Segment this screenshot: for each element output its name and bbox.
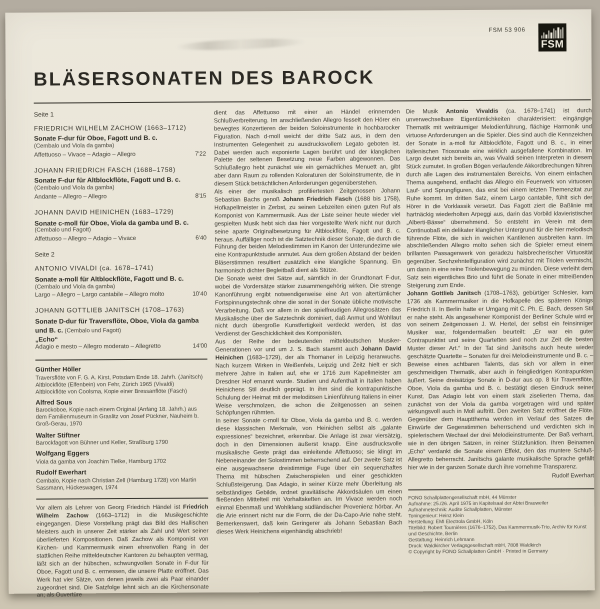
track-entry-zachow (34, 124, 206, 160)
credits-line: FONO Schallplattengesellschaft mbH, 44 Münster (408, 495, 517, 501)
equalizer-bars-icon (541, 27, 564, 38)
performers-section (35, 366, 208, 492)
notes-paragraph: dient das Affettuoso mit einer an Händel erinnernden Schlußverbreiterung. Im anschließenden Allegro fesselt den Hörer ein bewegtes Konzertieren der beiden Soloinstrumente in hochbarocker Figuration. Nach d-moll weicht der dritte Satz aus, in dem den Instrumenten Gelegenheit zu ausdrucksvollem Legato geboten ist. Dabei werden auch exponierte Lagen berührt und der klanglichen Palette der seltenen Besetzung neue Farben abgewonnen. Das Schlußallegro hebt zunächst wie ein gemächliches Menuett an, gibt aber dann Raum zu rollenden Koloraturen der Soloinstrumente, die in diesem Stück beträchtlichen Anforderungen gegenüberstehen. (213, 109, 401, 188)
sonata-title: Sonate c-moll für Oboe, Viola da gamba und B. c. (34, 219, 189, 228)
credits-line: Herstellung: EMI Electrola GmbH, Köln (408, 519, 493, 526)
track-entry-janitsch (35, 307, 207, 353)
credits-line: Toningenieur: Heinz Klein (408, 513, 464, 520)
performer-instruments: Cembalo, Kopie nach Christian Zell (Hamburg 1728) von Martin Sassmann, Hückeswagen, 1974 (36, 477, 197, 492)
continuo-note: (Cembalo und Viola da gamba) (34, 283, 116, 291)
credits-line: Titelbild: Robert Tournières (1676–1752), Das Kammermusik-Trio, Archiv für Kunst und Geschichte, Berlin (408, 525, 587, 538)
composer-name: JOHANN FRIEDRICH FASCH (1688–1758) (34, 166, 176, 175)
notes-paragraph: Als einer der musikalisch profiliertesten Zeitgenossen Johann Sebastian Bachs genoß Johann Friedrich Fasch (1688 bis 1758), Hofkapellmeister in Zerbst, zu seinen Lebzeiten einen guten Ruf als Komponist von Kammermusik. Aus der Liste seiner heute wieder viel gespielten Musik hebt sich das hier vorgestellte Werk nicht nur durch seine aparte Originalbesetzung für Altblockflöte, Fagott und B. c. heraus. Auffälliger noch ist die Satztechnik dieser Sonate, die durch die Führung der beiden Melodiestimmen im Kanon der Unterundezime wie eine Kontrapunktstudie anmutet. Aus dem großen Abstand der beiden Bläserstimmen resultiert zusätzlich eine klangliche Spannung. Ein harmonisch dichter Begleitbaß dient als Stütze. (214, 188, 401, 275)
production-credits (408, 495, 594, 557)
sonata-nickname: „Echo“ (35, 336, 58, 344)
header-divider (34, 99, 591, 103)
liner-notes-left (36, 505, 209, 601)
movements: Largo – Allegro – Largo cantabile – Allegro molto (34, 292, 165, 300)
sonata-title: Sonate D-dur für Traversflöte, Oboe, Viola da gamba und B. c. (35, 317, 199, 335)
composer-name: JOHANN DAVID HEINICHEN (1683–1729) (34, 208, 174, 217)
duration: 6'40 (195, 235, 207, 243)
performer-name: Alfred Sous (35, 399, 73, 407)
performer-name: Rudolf Ewerhart (36, 469, 87, 477)
notes-paragraph: Aus der Reihe der bedeutenden mitteldeutschen Musiker-Generationen vor und um J. S. Bach stammt auch Johann David Heinichen (1683–1729), der als Thomaner in Leipzig heranwuchs. Nach kurzem Wirken in Weißenfels, Leipzig und Zeitz hielt er sich mehrere Jahre in Italien auf, ehe er 1716 zum Kapellmeister am Dresdner Hof ernannt wurde. Studien und Aufenthalt in Italien haben Heinichens Stil deutlich geprägt. In ihm sind die kontrapunktische Schulung der Heimat mit der melodiösen Linienführung Italiens in einer Weise verschmolzen, die schon die Zeitgenossen an seinen Schöpfungen rühmten. (215, 338, 402, 417)
movements: Andante – Allegro – Allegro (34, 194, 107, 201)
duration: 7'22 (194, 151, 207, 158)
performer-entry (36, 431, 208, 447)
notes-paragraph: Die Sonate weist drei Sätze auf, sämtlich in der Grundtonart F-dur, wobei die Vordersätze stärker zusammengehörig wirken. Die strenge Kanonführung ergibt notwendigerweise eine Art von altertümlicher Fortspinnungstechnik ohne die sonst in der Sonate übliche motivische Verarbeitung. Daß vor allem in den spielfreudigen Allegrosätzen das Musikalische über die Satztechnik dominiert, daß Anmut und Wohllaut nicht durch übergroße Kunstfertigkeit verdeckt werden, ist das Verdienst der Geschicklichkeit des Komponisten. (214, 275, 402, 338)
credits-line: Gestaltung: Heinrich Lehmann (408, 538, 475, 544)
notes-paragraph: Johann Gottlieb Janitsch (1708–1763), gebürtiger Schlesier, kam 1736 als Kammermusiker in die Hofkapelle des späteren Königs Friedrich II. In Berlin hatte er Umgang mit C. Ph. E. Bach, dessen Stil er nahe steht. Als angesehener Komponist der Berliner Schule wird er von seinem Zeitgenossen J. W. Hertel, der selbst ein feinsinniger Musiker war, folgendermaßen beurteilt: „Er war ein guter Contrapunktist und seine Quartetten sind noch zur Zeit die besten Muster dieser Art.“ In der Tat sind Janitschs auch heute wieder geschätzte Quartette – Sonaten für drei Melodieinstrumente und B. c. – Beweise eines achtbaren Talents, das sich vor allem in einer geschmeidigen Thematik, aber auch in feingliedrigen Kontrapunkten äußert. Seine dreisätzige Sonate in D-dur aus op. 8 für Traversflöte, Oboe, Viola da gamba und B. c. bestätigt diesen Eindruck seiner Kunst. Das Adagio lebt von einem stark ziselierten Thema, das zunächst von der Viola da gamba vorgetragen wird und später wirkungsvoll auch in Moll auftritt. Den zweiten Satz eröffnet die Flöte. Gegenüber dem Hauptthema werden im Verlauf des Satzes die Einwürfe der Gegenstimmen beherrschend und verdichten sich in spielerischem Wechsel der drei Melodieinstrumente. Der Baß verharrt, wie in den übrigen Sätzen, in reiner Stützfunktion. Ihren Beinamen „Echo“ verdankt die Sonate einem Effekt, den das muntere Schluß-Allegretto beherrscht. Janitschs galante musikalische Sprache gefällt hier wie in der ganzen Sonate durch ihre vornehme Transparenz. (406, 290, 594, 472)
composer-name: JOHANN GOTTLIEB JANITSCH (1708–1763) (35, 307, 185, 315)
performer-entry (35, 366, 207, 396)
album-back-cover (5, 9, 595, 600)
fsm-label-logo (538, 23, 566, 51)
performer-entry (36, 469, 208, 492)
performer-entry (36, 450, 208, 466)
performer-instruments: Barockoboe, Kopie nach einem Original (Anfang 18. Jahrh.) aus dem Familienmuseum in Graslitz von Josef Pückner, Nauheim b. Groß-Gerau, 1970 (35, 407, 199, 428)
performer-entry (36, 399, 208, 429)
notes-paragraph: In seiner Sonate c-moll für Oboe, Viola da gamba und B. c. werden diese klassischen Merkmale, von Heinichen selbst als „galante expressiones“ bezeichnet, erkennbar. Die Anlage ist zwar viersätzig, doch in den Dimensionen äußerst knapp. Eine ausdrucksvolle musikalische Geste prägt das einleitende Affettuoso; sie klingt im Nebeneinander der Solostimmen beherrschend auf. Der zweite Satz ist eine ausgewachsene dreistimmige Fuge über ein sequenzhaftes Thema mit hübschen Zwischenspielen und einer geschickten Schlußsteigerung. Das Adagio, in seiner Kürze mehr Überleitung als selbständiges Gebilde, ordnet gravitätische Akkordsäulen um einen fließenden Mittelteil mit Vorhaltsketten an. Im Vivace werden noch einmal Ebenmaß und Wohlklang südländischer Provenienz hörbar. An die Arie erinnert nicht nur die Form, die der Da-Capo-Arie nahe steht. Bemerkenswert, daß kein Geringerer als Johann Sebastian Bach dieses Werk Heinichens eigenhändig abschrieb! (215, 417, 403, 536)
performer-instruments: Barockfagott von Bühner und Keller, Straßburg 1790 (35, 439, 169, 447)
sonata-title: Sonate F-dur für Oboe, Fagott und B. c. (33, 135, 158, 143)
performer-name: Walter Stiftner (35, 431, 81, 440)
side-1-label: Seite 1 (33, 111, 54, 119)
continuo-note: (Cembalo und Viola da gamba) (34, 143, 115, 150)
credits-line: Druck: Waldkircher Verlagsgesellschaft mbH, 7808 Waldkirch (408, 543, 542, 550)
duration: 8'15 (195, 193, 207, 200)
performer-name: Wolfgang Eggers (35, 450, 90, 459)
fsm-logo-text: FSM (541, 38, 564, 51)
sonata-title: Sonate a-moll für Altblockflöte, Fagott und B. c. (34, 275, 184, 284)
track-entry-heinichen (34, 209, 206, 245)
performer-instruments: Viola da gamba von Joachim Tielke, Hamburg 1702 (35, 458, 167, 466)
tracklist-column (34, 111, 209, 601)
continuo-note: (Cembalo und Fagott) (34, 227, 91, 235)
catalog-number: FSM 53 906 (488, 27, 526, 34)
tracklist-performers-divider (35, 359, 207, 361)
pencil-smudge (175, 37, 305, 52)
performer-instruments: Traversflöte von F. G. A. Kirst, Potsdam Ende 18. Jahrh. (Janitsch) Altblockflöte (Elfenbein) von Fehr, Zürich 1965 (Vivaldi) Altblockflöte von Coolsma, Kopie einer Bressanflöte (Fasch) (35, 374, 203, 396)
author-signature: Rudolf Ewerhart (551, 472, 595, 480)
credits-divider (408, 488, 594, 490)
liner-notes-middle (214, 109, 403, 537)
continuo-note: (Cembalo und Viola da gamba) (34, 185, 115, 192)
credits-line: © Copyright by FONO Schallplatten GmbH · Printed in Germany (408, 549, 548, 556)
credits-line: Aufnahme: 25./26. April 1975 im Kapitelsaal der Abtei Brauweiler (408, 501, 549, 508)
movements: Affettuoso – Vivace – Adagio – Allegro (34, 152, 136, 159)
composer-name: ANTONIO VIVALDI (ca. 1678–1741) (34, 265, 154, 273)
track-entry-fasch (34, 167, 206, 203)
movements: Affettuoso – Allegro – Adagio – Vivace (34, 236, 137, 243)
duration: 14'00 (192, 344, 208, 351)
performer-name: Günther Höller (35, 366, 81, 374)
performers-notes-divider (36, 498, 208, 500)
notes-paragraph: Vor allem als Lehrer von Georg Friedrich Händel ist Friedrich Wilhelm Zachow (1663–1712) in die Musikgeschichte eingegangen. Diese Vorstellung prägt das Bild des Hallischen Meisters auch in unserer Zeit stärker als Zahl und Wert seiner überlieferten Kompositionen. Daß Zachow als Komponist von Kirchen- und Kammermusik einen ehrenvollen Rang in der stattlichen Reihe mitteldeutscher Kantoren zu behaupten vermag, läßt sich an der hübschen, schwungvollen Sonate in F-dur für Oboe, Fagott und B. c. ermessen, die unsere Platte eröffnet. Das Werk hat vier Sätze, von denen jeweils zwei als Paar einander zugeordnet sind. Die Satzfolge lehnt sich an die Kirchensonate an; als Ouvertüre (36, 505, 209, 600)
liner-notes-right (406, 108, 595, 557)
sonata-title: Sonate F-dur für Altblockflöte, Fagott und B. c. (34, 177, 181, 186)
continuo-note: (Cembalo und Fagott) (64, 327, 122, 335)
duration: 10'40 (192, 291, 207, 299)
album-title: BLÄSERSONATEN DES BAROCK (33, 67, 375, 91)
notes-paragraph: Die Musik Antonio Vivaldis (ca. 1678–1741) ist durch unverwechselbare Eigentümlichkeiten charakterisiert: eingängige Thematik mit weiträumiger Melodienführung, flächige Harmonik und virtuose Anforderungen an die Spieler. Dies sind auch die Kennzeichen der Sonate in a-moll für Altblockflöte, Fagott und B. c., in einer italienischen Triosonate eine wirklich ausgefallene Kombination. Im Largo deutet sich bereits an, was Vivaldi seinen Interpreten in diesem Stück zumutet. In großen Bögen verlaufende Akkordbrechungen führen durch alle Lagen des instrumentalen Bereichs. Von einem einfachen Thema ausgehend, entfacht das Allegro ein Feuerwerk von virtuosen Lauf- und Sprungfiguren, das erst bei einem letzten Themenzitat zur Ruhe kommt. Im dritten Satz, einem Largo cantabile, fühlt sich der Hörer in die Vorklassik versetzt. Das Fagott ziert die Baßlinie mit hartnäckig wiederholten Arpeggi aus, darin das Vorbild klavieristischer „Alberti-Bässe“ übernehmend. So entsteht im Verein mit dem Continuobaß ein delikater klanglicher Untergrund für die hier melodisch führende Flöte, die sich in weichen Kantilenen ausbreiten kann. Im abschließenden Allegro molto sehen sich die Spieler erneut einem brillanten Passagenwerk von geradezu halsbrecherischer Virtuosität gegenüber. Sechzehntelfiguration wird zunächst mit Triolen vermischt, um dann in eine reine Triolenbewegung zu münden. Diese verleiht dem Satz sein eigentliches Brio und führt die Sonate in einer mitreißenden Steigerung zum Ende. (405, 108, 593, 290)
movements: Adagio e mesto – Allegro moderato – Allegretto (35, 344, 161, 352)
side-2-label: Seite 2 (34, 251, 55, 259)
track-entry-vivaldi (35, 265, 207, 301)
credits-line: Aufnahmetechnik: Audite Schallplatten, Münster (408, 507, 513, 514)
composer-name: FRIEDRICH WILHELM ZACHOW (1663–1712) (33, 124, 187, 133)
